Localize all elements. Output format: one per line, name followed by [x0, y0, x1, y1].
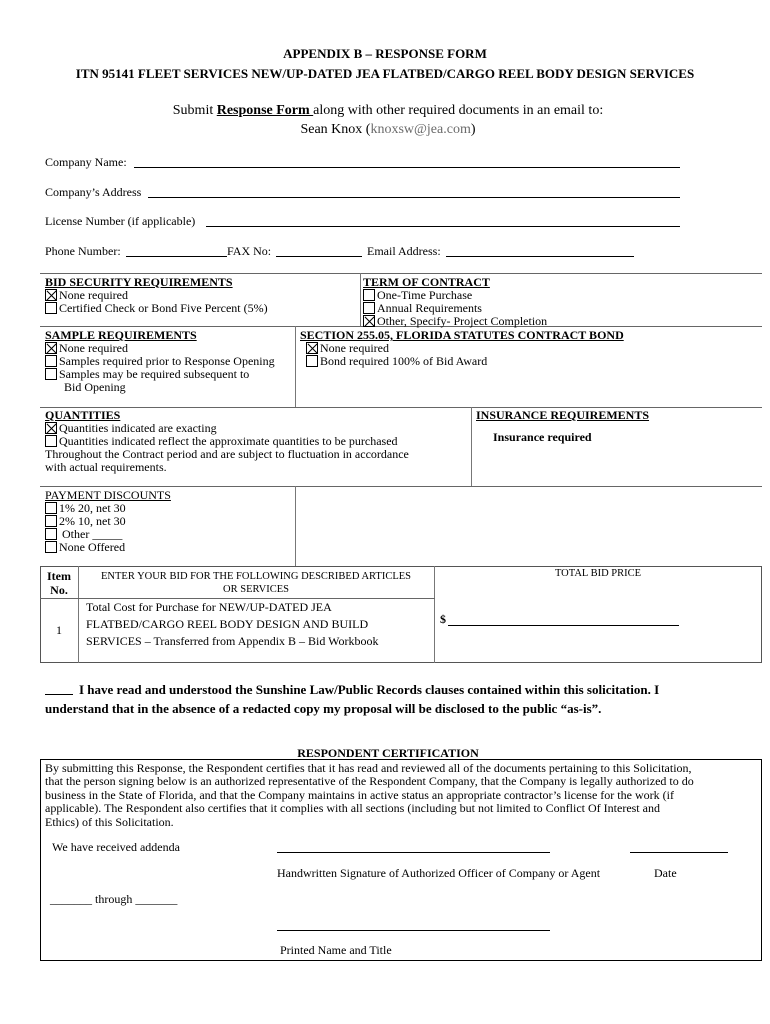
grid-line — [295, 326, 296, 407]
company-name-field[interactable] — [134, 167, 680, 168]
col-no-label: No. — [50, 583, 68, 597]
row-description — [86, 599, 379, 650]
row-price-symbol: $ — [440, 612, 446, 626]
table-divider — [434, 566, 435, 663]
term-of-contract-heading: TERM OF CONTRACT — [363, 275, 490, 289]
contract-bond-heading: SECTION 255.05, FLORIDA STATUTES CONTRACT BOND — [300, 328, 624, 342]
row-desc-line: Total Cost for Purchase for NEW/UP-DATED JEA — [86, 600, 332, 614]
contact-close: ) — [470, 122, 476, 137]
quantities-continuation: Throughout the Contract period and are subject to fluctuation in accordance — [45, 447, 409, 461]
bid-security-section — [45, 276, 268, 315]
contact-name: Sean Knox ( — [300, 122, 371, 137]
option-label: Bond required 100% of Bid Award — [320, 354, 488, 368]
option-label: None required — [59, 288, 128, 302]
certification-line: that the person signing below is an authorized representative of the Respondent Company, that the Company is legally authorized to do — [45, 774, 694, 789]
printed-name-field[interactable] — [277, 930, 550, 931]
checkbox[interactable] — [45, 541, 57, 553]
col-desc-line: ENTER YOUR BID FOR THE FOLLOWING DESCRIBED ARTICLES — [101, 571, 411, 582]
sample-requirements-section — [45, 329, 275, 394]
option-label: Certified Check or Bond Five Percent (5%) — [59, 301, 268, 315]
checkbox[interactable] — [45, 515, 57, 527]
insurance-heading: INSURANCE REQUIREMENTS — [476, 408, 650, 422]
fax-label: FAX No: — [227, 244, 272, 258]
submit-prefix: Submit — [172, 103, 217, 118]
certification-text — [45, 762, 694, 829]
phone-field[interactable] — [126, 256, 227, 257]
col-price-header: TOTAL BID PRICE — [554, 568, 642, 579]
email-label: Email Address: — [367, 244, 441, 258]
payment-discounts-section — [45, 489, 171, 554]
option-label: None required — [320, 341, 389, 355]
signature-field[interactable] — [277, 852, 550, 853]
option-label: Other, Specify- Project Completion — [377, 314, 548, 328]
form-subtitle: ITN 95141 FLEET SERVICES NEW/UP-DATED JEA FLATBED/CARGO REEL BODY DESIGN SERVICES — [75, 66, 695, 81]
payment-discounts-heading: PAYMENT DISCOUNTS — [45, 488, 171, 502]
company-address-field[interactable] — [148, 197, 680, 198]
term-of-contract-section — [363, 276, 547, 328]
license-number-label: License Number (if applicable) — [45, 214, 196, 228]
grid-line — [40, 273, 762, 274]
checkbox[interactable] — [45, 435, 57, 447]
checkbox[interactable] — [306, 355, 318, 367]
term-option-other[interactable] — [363, 315, 547, 328]
checkbox[interactable] — [45, 502, 57, 514]
signature-label: Handwritten Signature of Authorized Officer of Company or Agent — [277, 866, 601, 880]
row-desc-line: SERVICES – Transferred from Appendix B – Bid Workbook — [86, 634, 379, 648]
insurance-section — [476, 409, 649, 444]
date-label: Date — [654, 866, 677, 880]
certification-line: applicable). The Respondent also certifies that it complies with all sections (including but not limited to Conflict Of Interest and — [45, 801, 660, 816]
option-label: 1% 20, net 30 — [59, 501, 126, 515]
addenda-label: We have received addenda — [52, 840, 180, 854]
bid-security-heading: BID SECURITY REQUIREMENTS — [45, 275, 233, 289]
bond-option-required[interactable] — [300, 355, 624, 368]
checkbox[interactable] — [363, 289, 375, 301]
contact-line — [0, 122, 770, 138]
grid-line — [40, 407, 762, 408]
option-label: 2% 10, net 30 — [59, 514, 126, 528]
checkbox[interactable] — [45, 368, 57, 380]
option-label: None required — [59, 341, 128, 355]
contract-bond-section — [300, 329, 624, 368]
license-number-field[interactable] — [206, 226, 680, 227]
option-label: Other _____ — [59, 527, 123, 541]
email-field[interactable] — [446, 256, 634, 257]
col-item-header — [40, 569, 78, 597]
insurance-value: Insurance required — [493, 430, 592, 444]
addenda-range-field[interactable]: _______ through _______ — [50, 892, 178, 906]
bid-security-option-certified[interactable] — [45, 302, 268, 315]
grid-line — [295, 486, 296, 566]
checkbox[interactable] — [45, 302, 57, 314]
option-label: One-Time Purchase — [377, 288, 473, 302]
sample-option-continuation: Bid Opening — [64, 380, 126, 394]
response-form-label: Response Form — [216, 103, 314, 118]
checkbox[interactable] — [45, 355, 57, 367]
grid-line — [40, 486, 762, 487]
certification-line: By submitting this Response, the Respondent certifies that it has read and reviewed all of the documents pertaining to this Solicitation, — [45, 761, 692, 775]
col-item-label: Item — [47, 569, 71, 583]
sunshine-statement-line2: understand that in the absence of a redacted copy my proposal will be disclosed to the public “as-is”. — [45, 701, 602, 716]
quantities-continuation: with actual requirements. — [45, 460, 167, 474]
checkbox-checked[interactable] — [45, 422, 57, 434]
submit-suffix: along with other required documents in an email to: — [313, 103, 604, 118]
quantities-section — [45, 409, 409, 474]
date-field[interactable] — [630, 852, 728, 853]
company-address-label: Company’s Address — [45, 185, 142, 199]
col-desc-line: OR SERVICES — [223, 584, 289, 595]
row-desc-line: FLATBED/CARGO REEL BODY DESIGN AND BUILD — [86, 617, 369, 631]
certification-heading: RESPONDENT CERTIFICATION — [297, 746, 479, 760]
checkbox-checked[interactable] — [306, 342, 318, 354]
checkbox-checked[interactable] — [363, 315, 375, 327]
form-title: APPENDIX B – RESPONSE FORM — [283, 46, 487, 61]
checkbox-checked[interactable] — [45, 289, 57, 301]
company-name-label: Company Name: — [45, 155, 127, 169]
fax-field[interactable] — [276, 256, 362, 257]
submit-instruction — [0, 103, 770, 119]
discount-option[interactable] — [45, 541, 171, 554]
sunshine-statement-line1: I have read and understood the Sunshine Law/Public Records clauses contained within this solicitation. I — [79, 682, 660, 697]
option-label: None Offered — [59, 540, 126, 554]
contact-email-link[interactable]: knoxsw@jea.com — [370, 122, 471, 137]
quantities-heading: QUANTITIES — [45, 408, 121, 422]
grid-line — [471, 407, 472, 486]
certification-line: Ethics) of this Solicitation. — [45, 814, 174, 829]
option-label: Quantities indicated reflect the approximate quantities to be purchased — [59, 434, 398, 448]
option-label: Samples may be required subsequent to — [59, 367, 250, 381]
sample-requirements-heading: SAMPLE REQUIREMENTS — [45, 328, 197, 342]
total-bid-price-field[interactable] — [448, 625, 679, 626]
option-label: Annual Requirements — [377, 301, 482, 315]
certification-line: business in the State of Florida, and that the Company maintains in active status an appropriate contractor’s license for the work (if — [45, 787, 674, 802]
checkbox[interactable] — [45, 528, 57, 540]
checkbox-checked[interactable] — [45, 342, 57, 354]
row-item-number: 1 — [56, 623, 62, 637]
col-description-header — [78, 570, 434, 596]
option-label: Samples required prior to Response Opening — [59, 354, 275, 368]
phone-label: Phone Number: — [45, 244, 121, 258]
sunshine-initial-field[interactable] — [45, 694, 73, 695]
grid-line — [360, 273, 361, 326]
printed-name-label: Printed Name and Title — [280, 943, 392, 957]
checkbox[interactable] — [363, 302, 375, 314]
option-label: Quantities indicated are exacting — [59, 421, 217, 435]
